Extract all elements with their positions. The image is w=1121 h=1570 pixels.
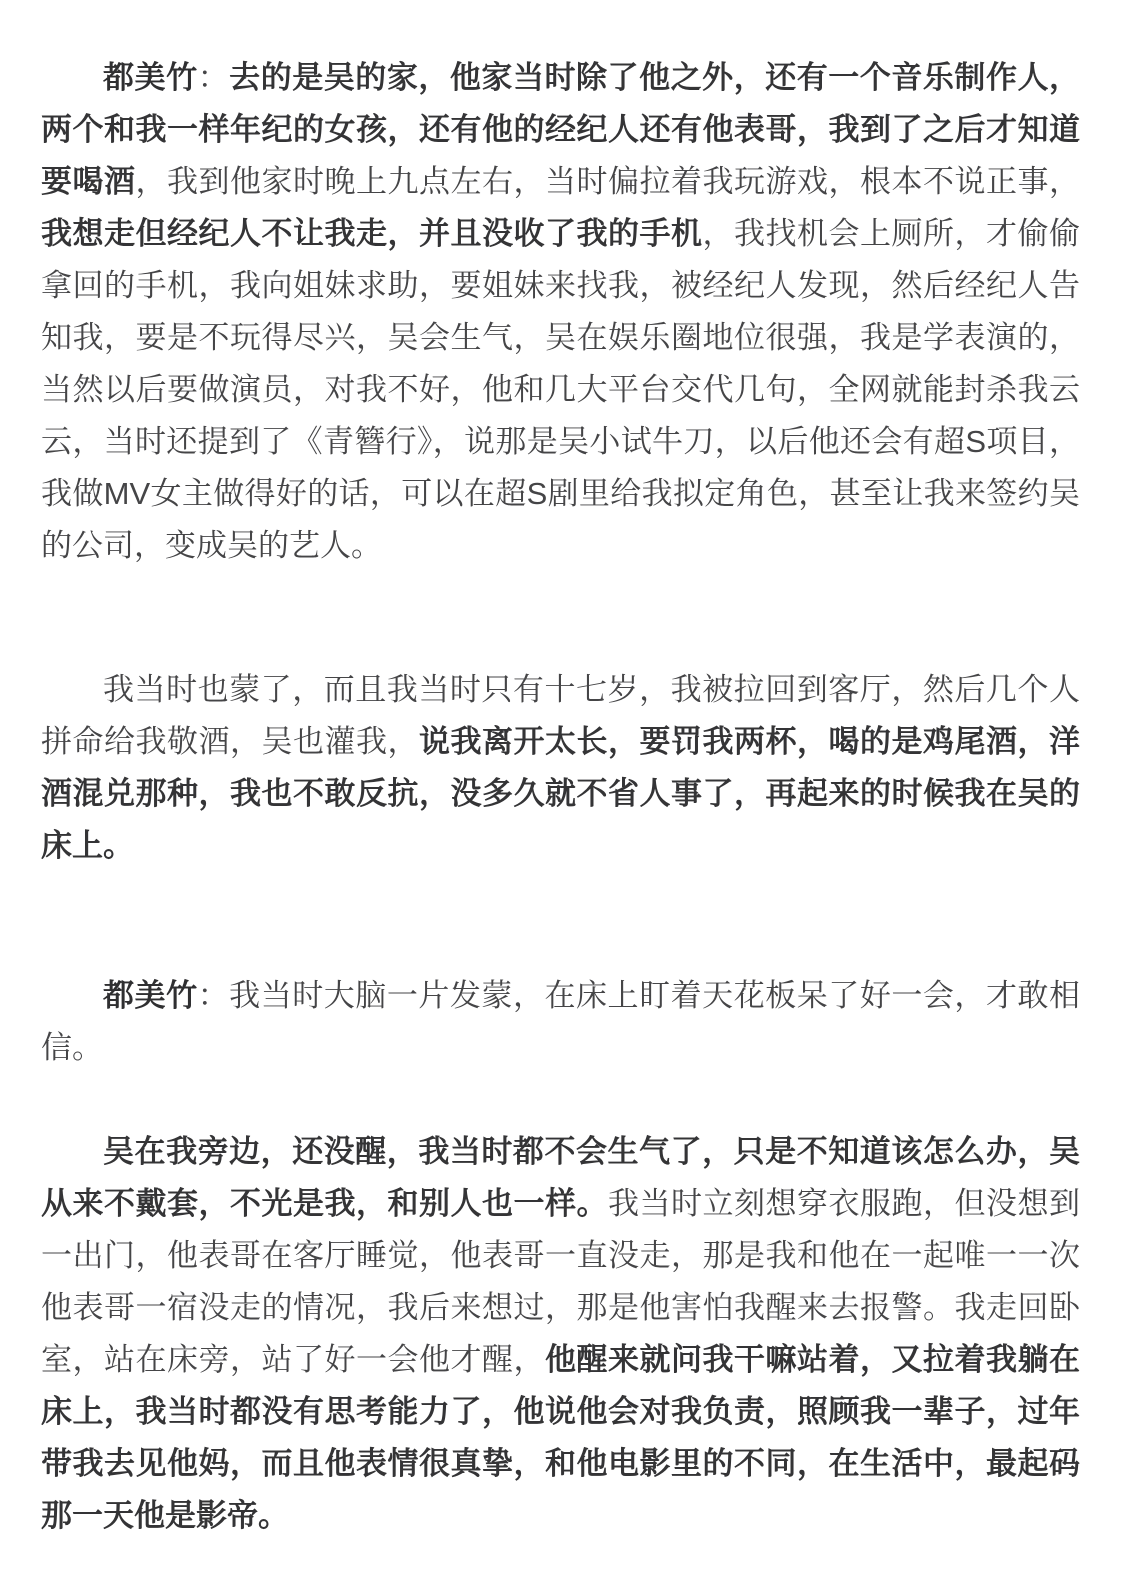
paragraph-1-run-3: 我想走但经纪人不让我走，并且没收了我的手机 <box>41 216 703 251</box>
speaker-label-1: 都美竹 <box>103 60 198 95</box>
paragraph-4 <box>41 1126 1080 1542</box>
paragraph-2-run-1: 我当时也蒙了，而且我当时只有十七岁，我被拉回到客厅，然后几个人拼命给我敬酒，吴也灌我， <box>41 672 1080 759</box>
paragraph-2 <box>41 664 1080 872</box>
paragraph-4-run-2: 我当时立刻想穿衣服跑，但没想到一出门，他表哥在客厅睡觉，他表哥一直没走，那是我和他在一起唯一一次他表哥一宿没走的情况，我后来想过，那是他害怕我醒来去报警。我走回卧室，站在床旁，站了好一会他才醒， <box>41 1186 1080 1377</box>
speaker-colon-2: ： <box>197 978 230 1013</box>
paragraph-1 <box>41 52 1080 572</box>
paragraph-1-run-1: 去的是吴的家，他家当时除了他之外，还有一个音乐制作人，两个和我一样年纪的女孩，还有他的经纪人还有他表哥，我到了之后才知道要喝酒 <box>41 60 1081 199</box>
testimony-article <box>41 52 1080 1542</box>
paragraph-4-run-3: 他醒来就问我干嘛站着，又拉着我躺在床上，我当时都没有思考能力了，他说他会对我负责，照顾我一辈子，过年带我去见他妈，而且他表情很真挚，和他电影里的不同，在生活中，最起码那一天他是影帝。 <box>41 1342 1080 1533</box>
speaker-label-2: 都美竹 <box>103 978 198 1013</box>
paragraph-1-run-4: ，我找机会上厕所，才偷偷拿回的手机，我向姐妹求助，要姐妹来找我，被经纪人发现，然后经纪人告知我，要是不玩得尽兴，吴会生气，吴在娱乐圈地位很强，我是学表演的，当然以后要做演员，对我不好，他和几大平台交代几句，全网就能封杀我云云，当时还提到了《青簪行》，说那是吴小试牛刀，以后他还会有超S项目，我做MV女主做得好的话，可以在超S剧里给我拟定角色，甚至让我来签约吴的公司，变成吴的艺人。 <box>41 216 1080 563</box>
paragraph-3 <box>41 970 1080 1074</box>
speaker-colon-1: ： <box>197 60 230 95</box>
paragraph-3-run-1: 我当时大脑一片发蒙，在床上盯着天花板呆了好一会，才敢相信。 <box>41 978 1081 1065</box>
paragraph-1-run-2: ，我到他家时晚上九点左右，当时偏拉着我玩游戏，根本不说正事， <box>135 164 1080 199</box>
paragraph-4-run-1: 吴在我旁边，还没醒，我当时都不会生气了，只是不知道该怎么办，吴从来不戴套，不光是我，和别人也一样。 <box>41 1134 1080 1221</box>
paragraph-2-run-2: 说我离开太长，要罚我两杯，喝的是鸡尾酒，洋酒混兑那种，我也不敢反抗，没多久就不省人事了，再起来的时候我在吴的床上。 <box>41 724 1080 863</box>
